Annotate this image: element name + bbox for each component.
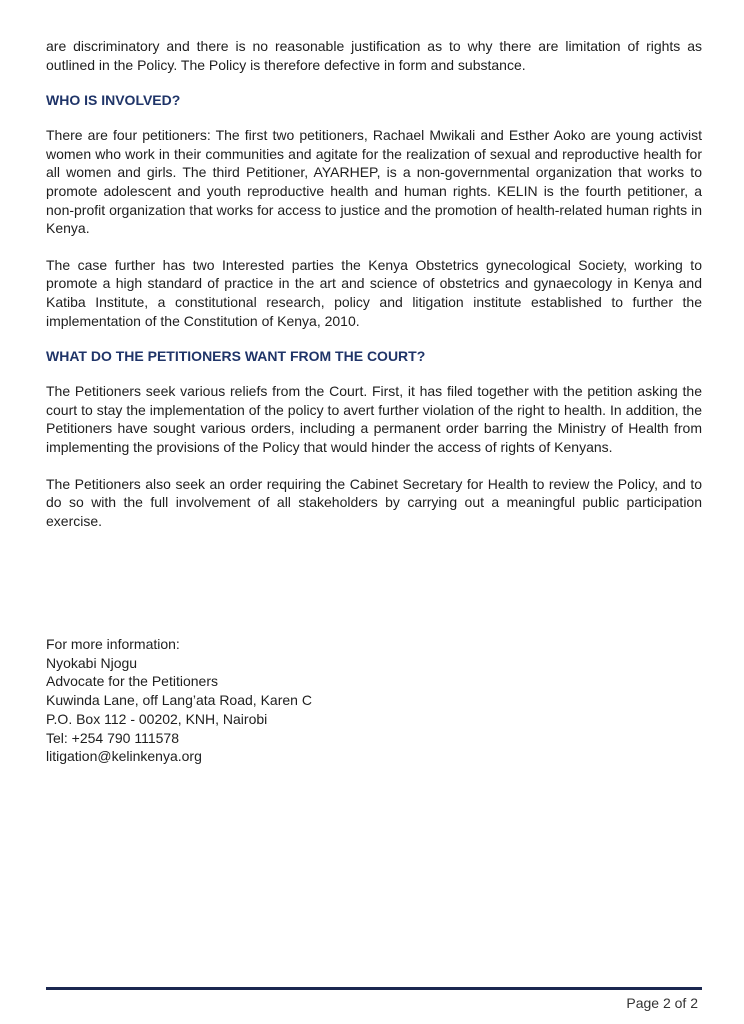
contact-po-box: P.O. Box 112 - 00202, KNH, Nairobi: [46, 710, 268, 727]
contact-email: litigation@kelinkenya.org: [46, 748, 202, 765]
who-involved-heading: WHO IS INVOLVED?: [46, 92, 181, 109]
contact-tel: Tel: +254 790 111578: [46, 729, 179, 746]
petitioners-want-heading: WHAT DO THE PETITIONERS WANT FROM THE COURT?: [46, 348, 426, 365]
petitioners-paragraph: There are four petitioners: The first two petitioners, Rachael Mwikali and Esther Aoko are young activist women who work in their communities and agitate for the realization of sexual and reproductive health for all women and girls. The third Petitioner, AYARHEP, is a non-governmental organization that works to promote adolescent and youth reproductive health and human rights. KELIN is the fourth petitioner, a non-profit organization that works for access to justice and the promotion of health-related human rights in Kenya.: [46, 127, 702, 237]
contact-address: Kuwinda Lane, off Lang’ata Road, Karen C: [46, 692, 312, 709]
review-order-paragraph: The Petitioners also seek an order requiring the Cabinet Secretary for Health to review the Policy, and to do so with the full involvement of all stakeholders by carrying out a meaningful public participation exercise.: [46, 475, 702, 529]
contact-name: Nyokabi Njogu: [46, 654, 138, 671]
contact-block: [46, 635, 446, 766]
page-number: Page 2 of 2: [626, 995, 698, 1011]
intro-paragraph: are discriminatory and there is no reasonable justification as to why there are limitation of rights as outlined in the Policy. The Policy is therefore defective in form and substance.: [46, 38, 702, 73]
interested-parties-paragraph: The case further has two Interested parties the Kenya Obstetrics gynecological Society, working to promote a high standard of practice in the art and science of obstetrics and gynaecology in Kenya and Katiba Institute, a constitutional research, policy and litigation institute established to further the implementation of the Constitution of Kenya, 2010.: [46, 256, 702, 329]
reliefs-paragraph: The Petitioners seek various reliefs from the Court. First, it has filed together with the petition asking the court to stay the implementation of the policy to avert further violation of the right to health. In addition, the Petitioners have sought various orders, including a permanent order barring the Ministry of Health from implementing the provisions of the Policy that would hinder the access of rights of Kenyans.: [46, 383, 702, 455]
document-body: [46, 37, 702, 530]
footer-rule: [46, 987, 702, 990]
contact-role: Advocate for the Petitioners: [46, 673, 218, 690]
contact-intro: For more information:: [46, 636, 180, 652]
